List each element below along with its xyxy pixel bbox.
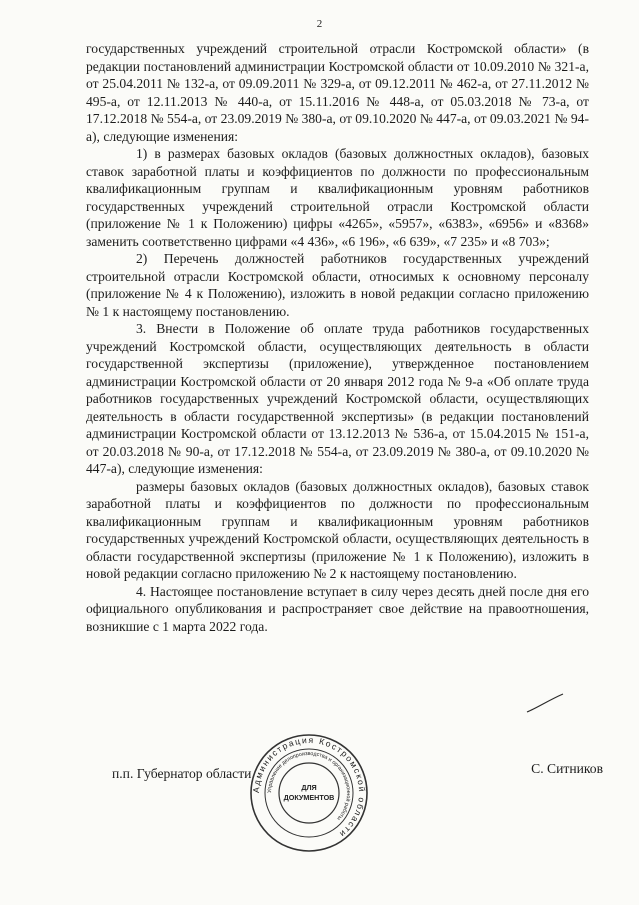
stamp-inner-text: Управление делопроизводства и организационной работы [266, 750, 352, 822]
official-stamp [248, 732, 370, 854]
paragraph-section-4: 4. Настоящее постановление вступает в силу через десять дней после дня его официального опубликования и распространяет свое действие на правоотношения, возникшие с 1 марта 2022 года. [86, 583, 589, 634]
signer-position: п.п. Губернатор области [112, 766, 252, 781]
stamp-outer-text: Администрация Костромской области [250, 734, 368, 841]
signer-name: С. Ситников [531, 761, 603, 776]
document-body [86, 40, 589, 635]
paragraph-section-3-change: размеры базовых окладов (базовых должностных окладов), базовых ставок заработной платы и коэффициентов по должности по профессиональным квалификационным группам и квалификационным уровням работников государственных учреждений Костромской области, осуществляющих деятельность в области государственной экспертизы (приложение № 1 к Положению), изложить в новой редакции согласно приложению № 2 к настоящему постановлению. [86, 478, 589, 581]
paragraph-item-2: 2) Перечень должностей работников государственных учреждений строительной отрасли Костромской области, относимых к основному персоналу (приложение № 4 к Положению), изложить в новой редакции согласно приложению № 1 к настоящему постановлению. [86, 251, 589, 319]
paragraph-item-1: 1) в размерах базовых окладов (базовых должностных окладов), базовых ставок заработной платы и коэффициентов по должности по профессиональным квалификационным группам и квалификационным уровням работников государственных учреждений строительной отрасли Костромской области (приложение № 1 к Положению) цифры «4265», «5957», «6383», «6956» и «8368» заменить соответственно цифрами «4 436», «6 196», «6 639», «7 235» и «8 703»; [86, 146, 589, 249]
page-number: 2 [316, 18, 323, 30]
stamp-center-line1: ДЛЯ [301, 783, 317, 792]
paragraph-intro-continuation: государственных учреждений строительной отрасли Костромской области» (в редакции постановлений администрации Костромской области от 10.09.2010 № 321-а, от 25.04.2011 № 132-а, от 09.09.2011 № 329-а, от 09.12.2011 № 462-а, от 27.11.2012 № 495-а, от 12.11.2013 № 440-а, от 15.11.2016 № 448-а, от 05.03.2018 № 73-а, от 17.12.2018 № 554-а, от 23.09.2019 № 380-а, от 09.10.2020 № 447-а, от 09.03.2021 № 94-а), следующие изменения: [86, 41, 589, 144]
stamp-center-line2: ДОКУМЕНТОВ [283, 793, 335, 802]
signature-mark [525, 692, 565, 716]
paragraph-section-3: 3. Внести в Положение об оплате труда работников государственных учреждений Костромской области, осуществляющих деятельность в области государственной экспертизы (приложение), утвержденное постановлением администрации Костромской области от 20 января 2012 года № 9-а «Об оплате труда работников государственных учреждений Костромской области, осуществляющих деятельность в области государственной экспертизы» (в редакции постановлений администрации Костромской области от 13.12.2013 № 536-а, от 15.04.2015 № 151-а, от 20.03.2018 № 90-а, от 17.12.2018 № 554-а, от 23.09.2019 № 380-а, от 09.10.2020 № 447-а), следующие изменения: [86, 321, 589, 476]
